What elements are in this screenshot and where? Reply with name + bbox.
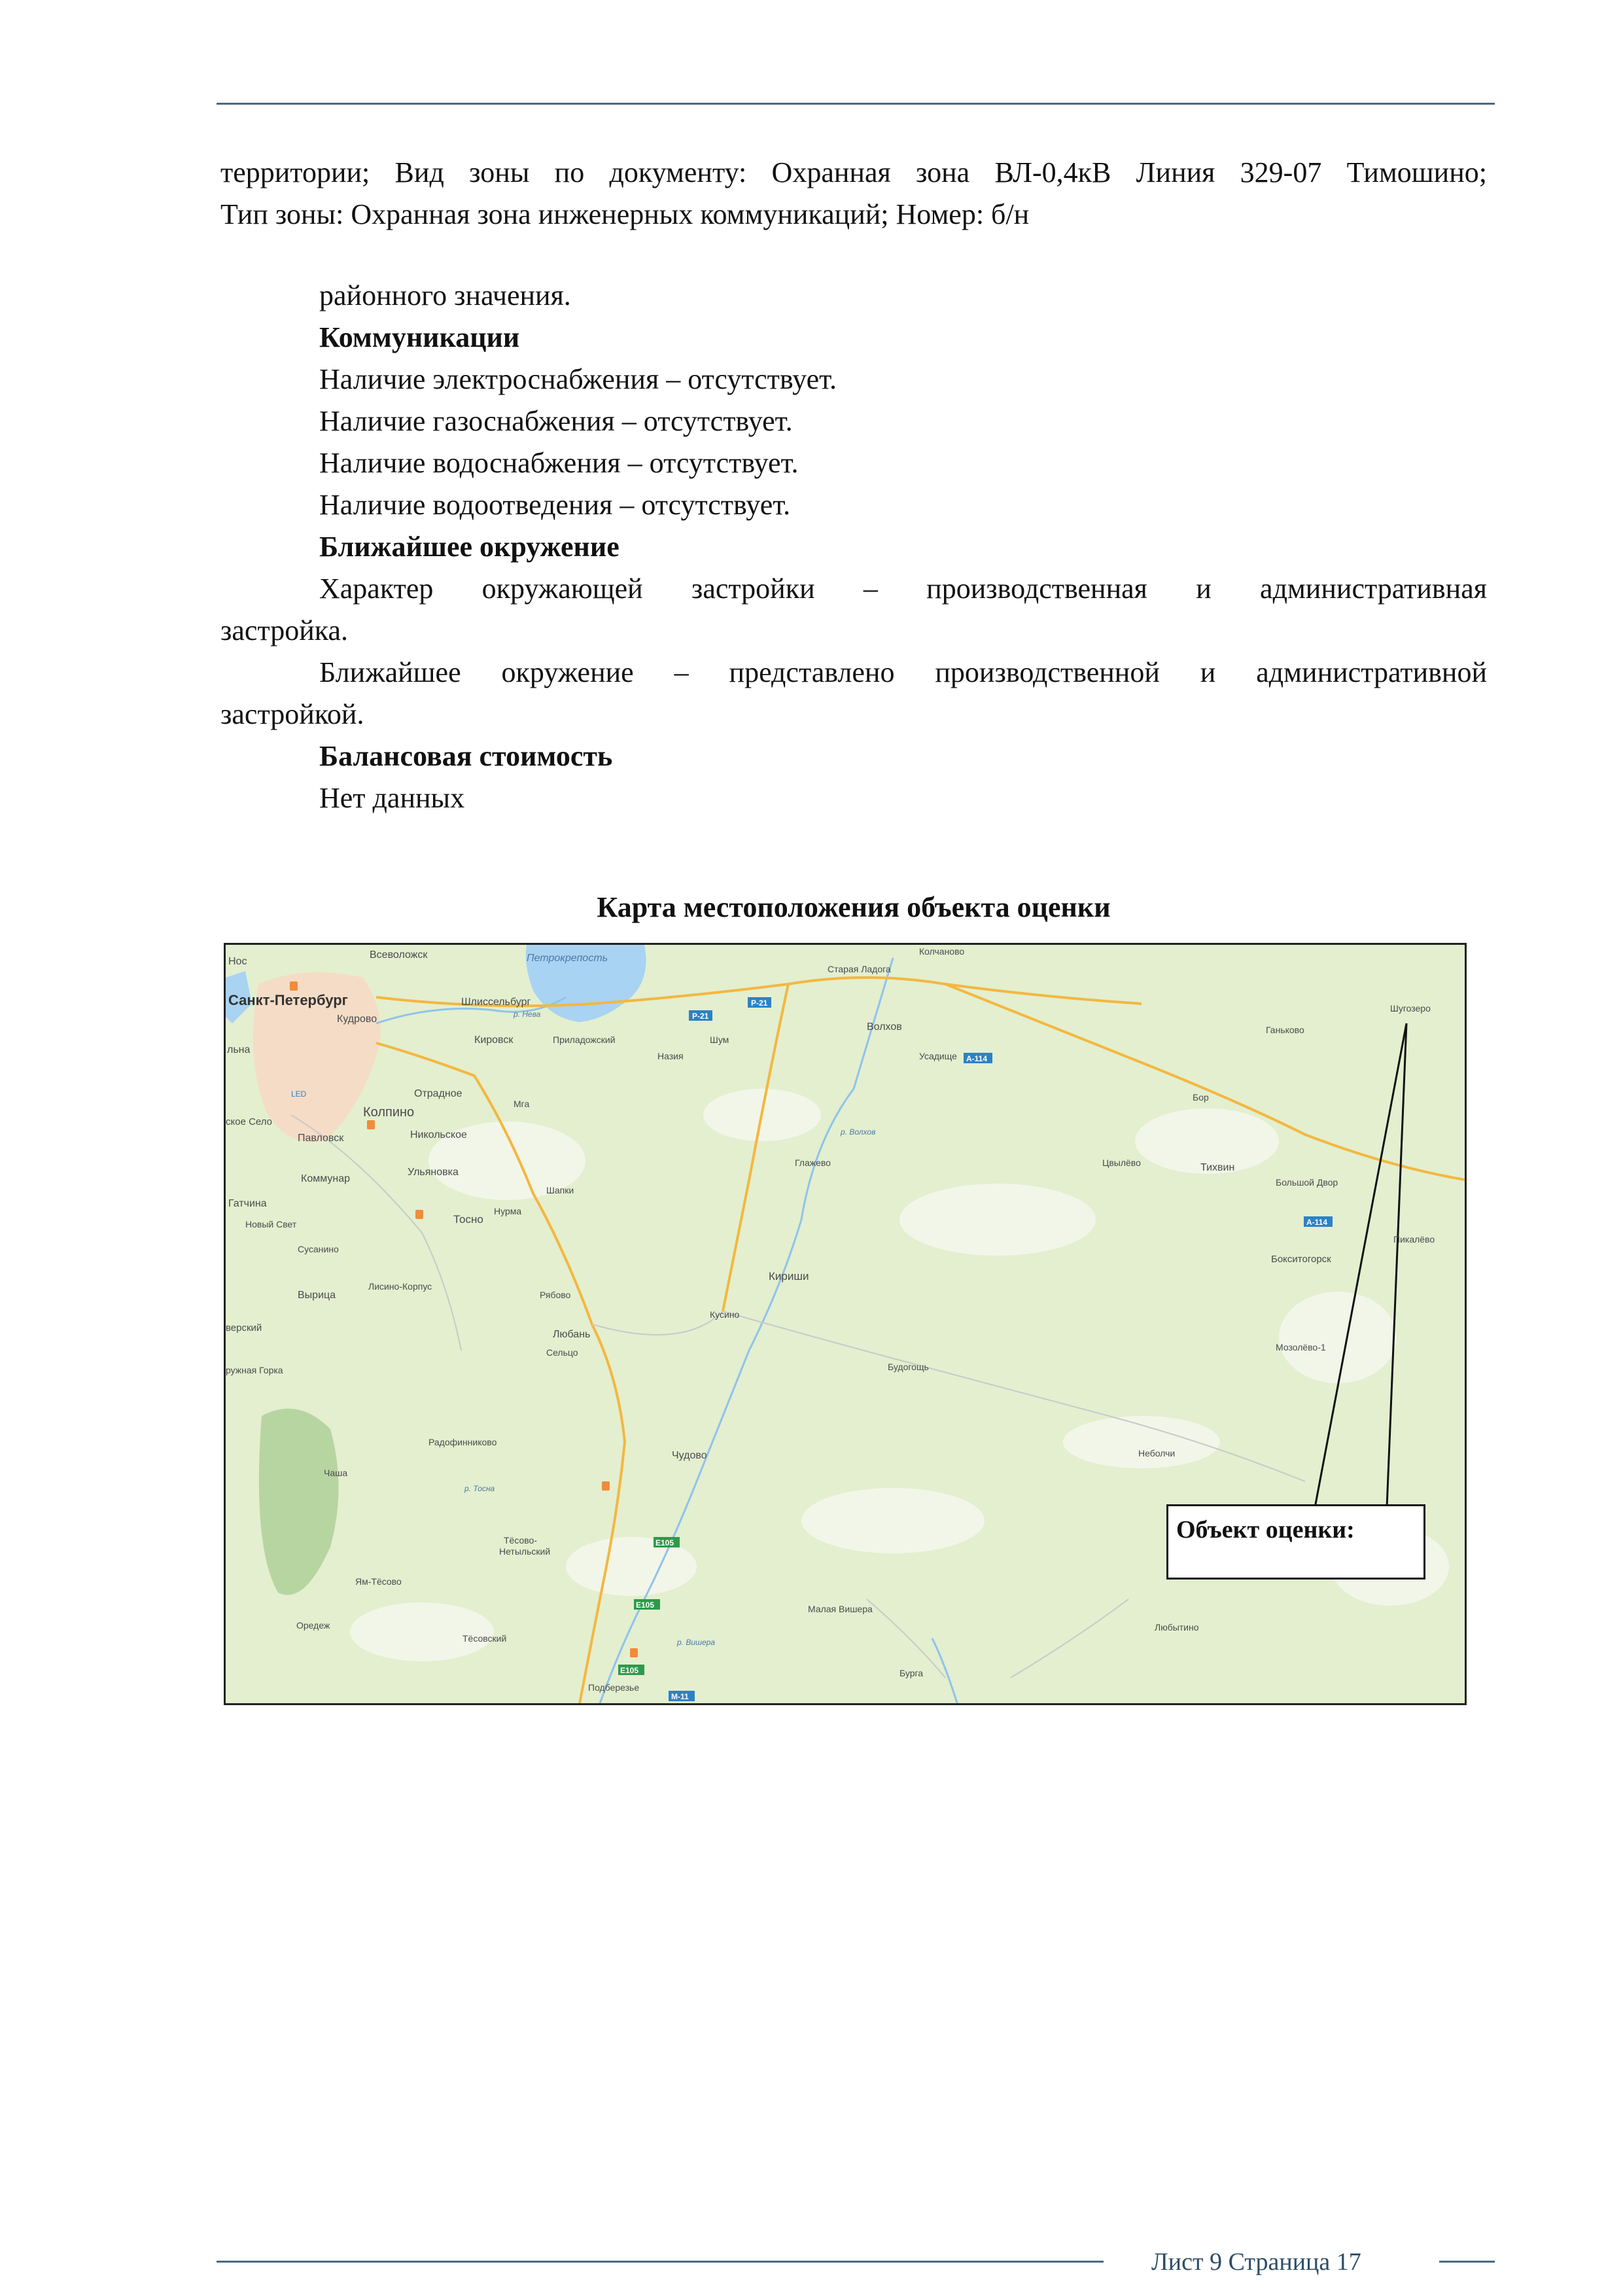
map-label: Мозолёво-1 [1276,1342,1326,1352]
surroundings-p2-rest: застройкой. [220,698,364,730]
map-label: р. Тосна [464,1484,495,1493]
map-label: Чаша [324,1468,348,1478]
map-label: Неболчи [1138,1448,1176,1458]
callout-label: Объект оценки: [1176,1516,1355,1544]
footer-rule-left [217,2261,1104,2263]
map-label: Рябово [540,1290,571,1300]
page-number: Лист 9 Страница 17 [1151,2248,1361,2276]
road-badge-r21: P-21 [692,1012,709,1021]
map-label: Петрокрепость [527,953,608,964]
map-label: Лисино-Корпус [368,1281,432,1292]
map-label: Бурга [899,1668,924,1678]
surroundings-p1-first: Характер окружающей застройки – производственная и административная [319,573,1487,605]
map-label: Усадище [919,1051,957,1061]
map-title: Карта местоположения объекта оценки [597,891,1111,923]
road-badge-a114: A-114 [966,1054,988,1063]
map-label: Тосно [453,1213,483,1226]
map-label: Малая Вишера [808,1604,873,1614]
map-label: Кириши [769,1270,809,1282]
map-label: льна [227,1044,251,1055]
map-label: Радофинниково [428,1437,497,1447]
map-label: Большой Двор [1276,1177,1338,1188]
map-label: Волхов [867,1021,902,1033]
map-label: Кудрово [337,1014,377,1025]
road-badge-e105: E105 [655,1538,674,1547]
map-label: Ям-Тёсово [355,1576,402,1587]
map-label: Сусанино [298,1244,339,1254]
map-label: Санкт-Петербург [228,992,348,1008]
map-label: ское Село [226,1116,273,1127]
map-label: Оредеж [296,1620,330,1631]
map-label: Нурма [494,1206,522,1216]
map-label: Цвылёво [1102,1157,1141,1168]
communications-heading: Коммуникации [319,321,520,353]
map-canvas [226,945,1467,1705]
map-label: верский [226,1322,262,1333]
map-label: Отрадное [414,1088,462,1099]
map-label: Всеволожск [370,949,428,961]
communications-item: Наличие электроснабжения – отсутствует. [319,363,837,395]
map-label: Павловск [298,1133,344,1144]
road-badge-r21: P-21 [751,998,768,1008]
map-label: Старая Ладога [828,964,891,974]
map-label: Нос [228,956,247,967]
map-label: Бокситогорск [1271,1254,1331,1265]
map-label: Тёсово- [504,1535,538,1545]
road-badge-a114: A-114 [1306,1218,1328,1227]
map-label: Колпино [363,1105,415,1120]
map-label: ружная Горка [226,1365,283,1375]
map-label: Пикалёво [1393,1234,1435,1245]
map-label: Ульяновка [408,1167,459,1178]
map-label: Тёсовский [462,1633,507,1644]
map-label: Ганьково [1266,1025,1304,1035]
map-label: Будогощь [888,1362,929,1372]
map-label: Назия [657,1051,684,1061]
map-label: Любань [553,1329,591,1340]
map-label: Глажево [795,1157,831,1168]
map-label: Колчаново [919,946,965,957]
map-label: р. Нева [514,1010,541,1019]
map-label: Приладожский [553,1034,616,1045]
surroundings-heading: Ближайшее окружение [319,531,620,563]
surroundings-p1-rest: застройка. [220,614,348,646]
map-label: р. Волхов [841,1127,876,1137]
map-label: Чудово [672,1450,707,1461]
map-label: Шугозеро [1390,1003,1431,1014]
map-label: Шапки [546,1185,574,1195]
communications-item: Наличие газоснабжения – отсутствует. [319,405,793,437]
map-label: Шлиссельбург [461,997,531,1008]
header-rule [217,103,1495,105]
road-badge-e105: E105 [636,1600,655,1610]
map-label: Никольское [410,1129,467,1140]
map-label: Тихвин [1200,1162,1235,1173]
map-label: Сельцо [546,1347,578,1358]
map-label: Шум [710,1034,729,1045]
intro-line-1: территории; Вид зоны по документу: Охранная зона ВЛ-0,4кВ Линия 329-07 Тимошино; [220,156,1487,188]
map-label: Любытино [1155,1622,1199,1633]
map-label: Кировск [474,1034,514,1046]
balance-heading: Балансовая стоимость [319,740,613,772]
road-badge-e105: E105 [620,1666,639,1675]
map-label: LED [291,1089,307,1099]
district-text: районного значения. [319,279,571,311]
map-label: Гатчина [228,1198,267,1209]
communications-item: Наличие водоснабжения – отсутствует. [319,447,799,479]
balance-value: Нет данных [319,782,465,814]
map-label: Вырица [298,1290,336,1301]
location-map [224,943,1467,1705]
map-label: Кусино [710,1309,740,1320]
map-label: Бор [1193,1092,1209,1103]
map-label: р. Вишера [677,1638,716,1647]
communications-item: Наличие водоотведения – отсутствует. [319,489,791,521]
object-callout [1166,1504,1425,1580]
road-badge-m11: M-11 [671,1692,689,1701]
map-label: Подберезье [588,1682,640,1693]
map-label: Мга [514,1099,530,1109]
map-label: Новый Свет [245,1219,297,1229]
surroundings-p2-first: Ближайшее окружение – представлено производственной и административной [319,656,1487,688]
footer-rule-right [1439,2261,1495,2263]
map-label: Нетыльский [499,1546,551,1557]
intro-line-2: Тип зоны: Охранная зона инженерных коммуникаций; Номер: б/н [220,198,1030,230]
map-label: Коммунар [301,1173,351,1184]
